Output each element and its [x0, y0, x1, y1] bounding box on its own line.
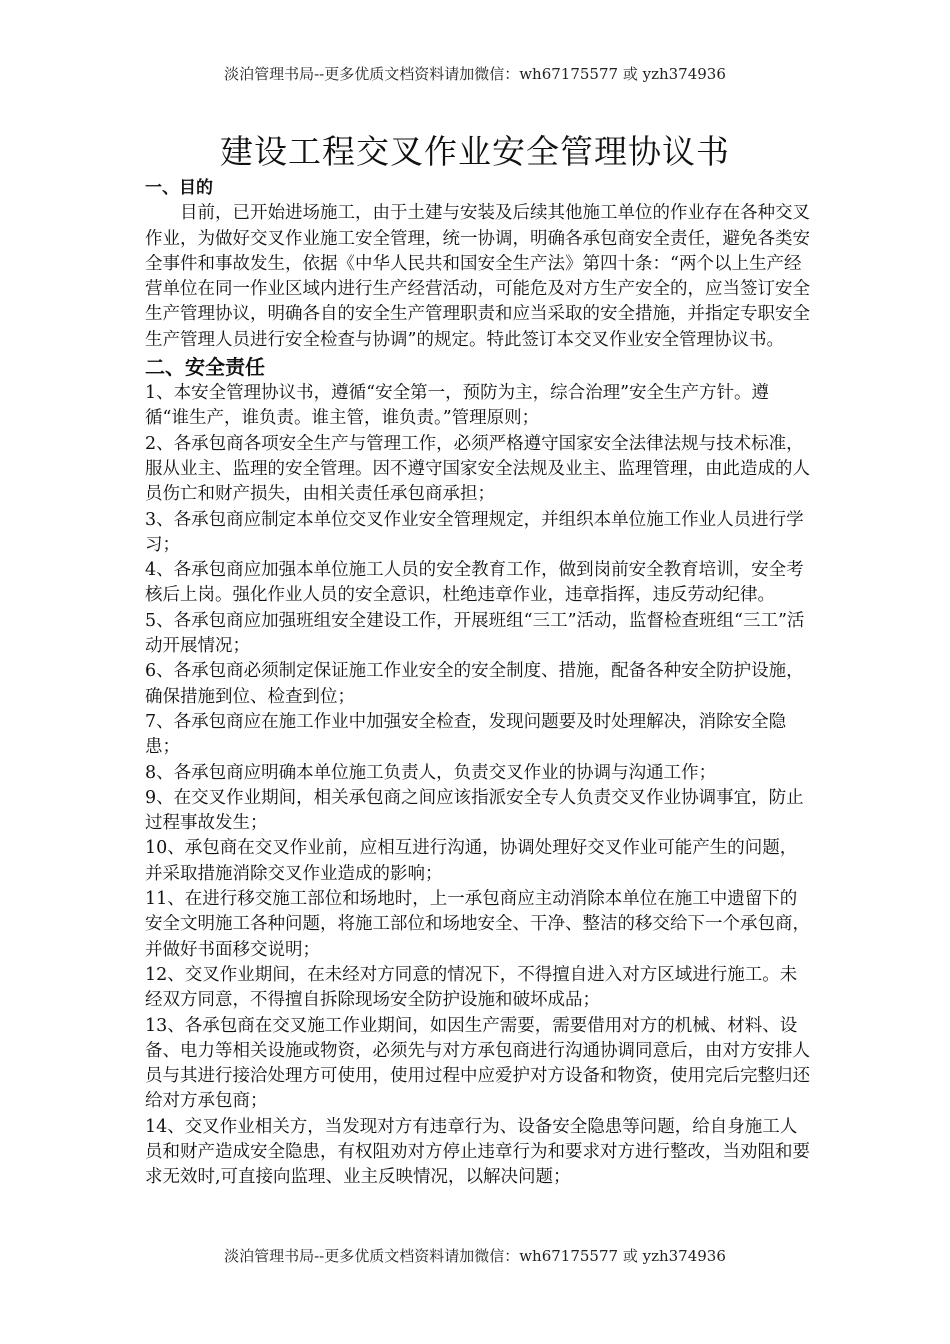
list-item: 14、交叉作业相关方，当发现对方有违章行为、设备安全隐患等问题，给自身施工人员和财产造成安全隐患，有权阻劝对方停止违章行为和要求对方进行整改，当劝阻和要求无效时,可直接向监理、业主反映情况，以解决问题； — [145, 1116, 810, 1188]
list-item: 13、各承包商在交叉施工作业期间，如因生产需要，需要借用对方的机械、材料、设备、电力等相关设施或物资，必须先与对方承包商进行沟通协调同意后，由对方安排人员与其进行接洽处理方可使用，使用过程中应爱护对方设备和物资，使用完后完整归还给对方承包商； — [145, 1015, 810, 1112]
document-body — [145, 176, 810, 1191]
list-item: 1、本安全管理协议书，遵循“安全第一，预防为主，综合治理”安全生产方针。遵循“谁生产，谁负责。谁主管，谁负责。”管理原则； — [145, 383, 770, 429]
list-item: 12、交叉作业期间，在未经对方同意的情况下，不得擅自进入对方区域进行施工。未经双方同意，不得擅自拆除现场安全防护设施和破坏成品； — [145, 964, 798, 1011]
list-item: 5、各承包商应加强班组安全建设工作，开展班组“三工”活动，监督检查班组“三工”活动开展情况； — [145, 610, 805, 657]
document-title: 建设工程交叉作业安全管理协议书 — [220, 132, 730, 171]
list-item: 3、各承包商应制定本单位交叉作业安全管理规定，并组织本单位施工作业人员进行学习； — [145, 509, 804, 555]
section-heading-purpose: 一、目的 — [145, 178, 213, 198]
list-item: 10、承包商在交叉作业前，应相互进行沟通，协调处理好交叉作业可能产生的问题，并采取措施消除交叉作业造成的影响； — [145, 838, 798, 884]
section-heading-safety-responsibility: 二、安全责任 — [145, 355, 265, 380]
list-item: 7、各承包商应在施工作业中加强安全检查，发现问题要及时处理解决，消除安全隐患； — [145, 711, 787, 758]
purpose-paragraph: 目前，已开始进场施工，由于土建与安装及后续其他施工单位的作业存在各种交叉作业，为做好交叉作业施工安全管理，统一协调，明确各承包商安全责任，避免各类安全事件和事故发生，依据《中华人民共和国安全生产法》第四十条：“两个以上生产经营单位在同一作业区域内进行生产经营活动，可能危及对方生产安全的，应当签订安全生产管理协议，明确各自的安全生产管理职责和应当采取的安全措施，并指定专职安全生产管理人员进行安全检查与协调”的规定。特此签订本交叉作业安全管理协议书。 — [145, 203, 810, 350]
list-item: 11、在进行移交施工部位和场地时，上一承包商应主动消除本单位在施工中遗留下的安全文明施工各种问题，将施工部位和场地安全、干净、整洁的移交给下一个承包商，并做好书面移交说明； — [145, 889, 810, 960]
page-footer-watermark: 淡泊管理书局--更多优质文档资料请加微信：wh67175577 或 yzh374936 — [224, 1247, 726, 1265]
list-item: 6、各承包商必须制定保证施工作业安全的安全制度、措施，配备各种安全防护设施，确保措施到位、检查到位； — [145, 661, 804, 707]
list-item: 2、各承包商各项安全生产与管理工作，必须严格遵守国家安全法律法规与技术标准，服从业主、监理的安全管理。因不遵守国家安全法规及业主、监理管理，由此造成的人员伤亡和财产损失，由相关责任承包商承担； — [145, 433, 810, 505]
page-header-watermark: 淡泊管理书局--更多优质文档资料请加微信：wh67175577 或 yzh374936 — [224, 65, 726, 83]
list-item: 9、在交叉作业期间，相关承包商之间应该指派安全专人负责交叉作业协调事宜，防止过程事故发生； — [145, 787, 804, 834]
list-item: 8、各承包商应明确本单位施工负责人，负责交叉作业的协调与沟通工作； — [145, 762, 717, 783]
list-item: 4、各承包商应加强本单位施工人员的安全教育工作，做到岗前安全教育培训，安全考核后上岗。强化作业人员的安全意识，杜绝违章作业，违章指挥，违反劳动纪律。 — [145, 560, 804, 606]
